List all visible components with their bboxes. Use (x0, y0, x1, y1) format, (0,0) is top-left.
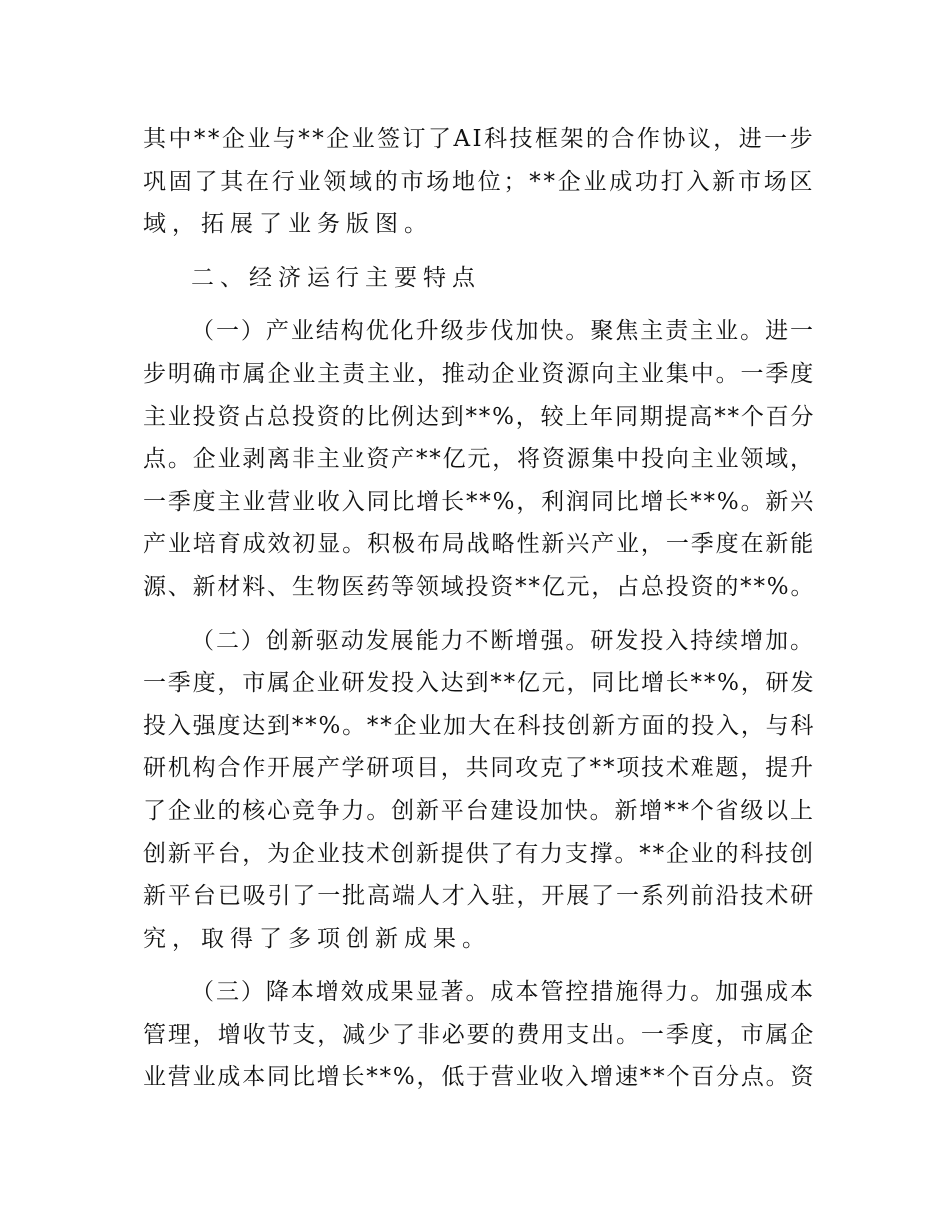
text-line: 研机构合作开展产学研项目，共同攻克了**项技术难题，提升 (143, 755, 815, 782)
text-line: （一）产业结构优化升级步伐加快。聚焦主责主业。进一 (191, 318, 815, 345)
paragraph-gap (143, 609, 815, 620)
text-line: 了企业的核心竞争力。创新平台建设加快。新增**个省级以上 (143, 797, 815, 824)
text-line: 新平台已吸引了一批高端人才入驻，开展了一系列前沿技术研 (143, 883, 815, 910)
text-line: 究，取得了多项创新成果。 (143, 925, 491, 952)
text-line: 投入强度达到**%。**企业加大在科技创新方面的投入，与科 (143, 712, 815, 739)
text-line: 步明确市属企业主责主业，推动企业资源向主业集中。一季度 (143, 360, 815, 387)
section-heading: 二、经济运行主要特点 (191, 264, 481, 291)
text-line: 一季度主业营业收入同比增长**%，利润同比增长**%。新兴 (143, 488, 815, 515)
text-line: （二）创新驱动发展能力不断增强。研发投入持续增加。 (191, 627, 815, 654)
text-line: 源、新材料、生物医药等领域投资**亿元，占总投资的**%。 (143, 573, 815, 600)
text-line: （三）降本增效成果显著。成本管控措施得力。加强成本 (191, 979, 815, 1006)
text-line: 巩固了其在行业领域的市场地位；**企业成功打入新市场区 (143, 168, 815, 195)
text-line: 业营业成本同比增长**%，低于营业收入增速**个百分点。资 (143, 1064, 815, 1091)
text-line: 域，拓展了业务版图。 (143, 211, 433, 238)
text-line: 点。企业剥离非主业资产**亿元，将资源集中投向主业领域， (143, 446, 815, 473)
paragraph-gap (143, 960, 815, 971)
text-line: 一季度，市属企业研发投入达到**亿元，同比增长**%，研发 (143, 670, 815, 697)
text-line: 其中**企业与**企业签订了AI科技框架的合作协议，进一步 (143, 126, 815, 152)
document-body (143, 118, 815, 1099)
text-line: 管理，增收节支，减少了非必要的费用支出。一季度，市属企 (143, 1021, 815, 1048)
text-line: 创新平台，为企业技术创新提供了有力支撑。**企业的科技创 (143, 840, 815, 867)
paragraph-gap (143, 299, 815, 310)
text-line: 产业培育成效初显。积极布局战略性新兴产业，一季度在新能 (143, 531, 815, 558)
paragraph-gap (143, 246, 815, 257)
text-line: 主业投资占总投资的比例达到**%，较上年同期提高**个百分 (143, 403, 815, 430)
